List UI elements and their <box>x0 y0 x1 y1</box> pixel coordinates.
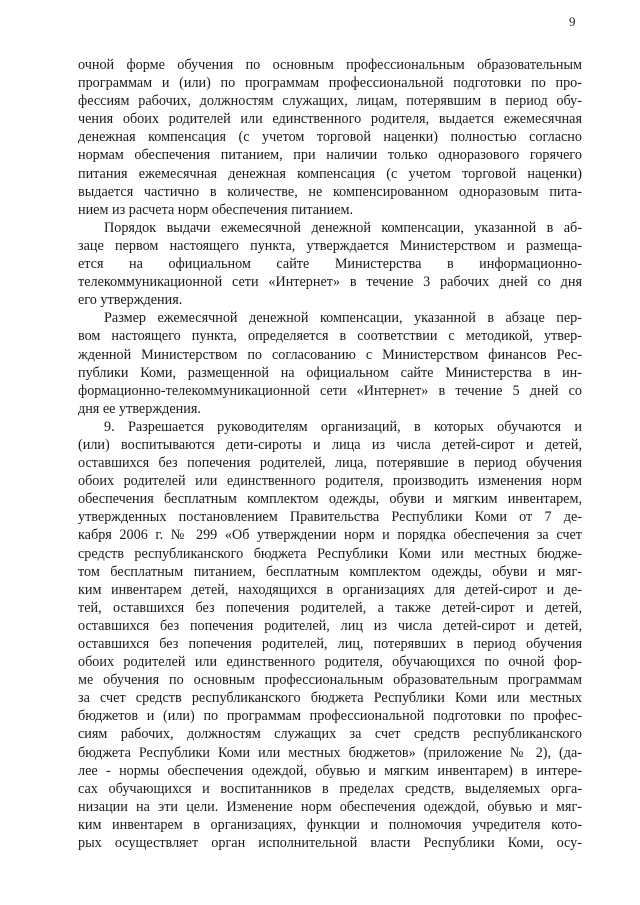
text-line: утвержденных постановлением Правительства Республики Коми от 7 де- <box>78 509 582 526</box>
text-line: ме обучения по основным профессиональным образовательным программам <box>78 672 582 689</box>
text-line: (или) воспитываются дети-сироты и лица из числа детей-сирот и детей, <box>78 436 582 453</box>
text-line: Размер ежемесячной денежной компенсации, указанной в абзаце пер- <box>104 310 582 327</box>
text-line: оставшихся без попечения родителей, лиц из числа детей-сирот и детей, <box>78 617 582 634</box>
paragraph <box>78 219 582 309</box>
text-line: лее - нормы обеспечения одеждой, обувью и мягким инвентарем) в интере- <box>78 762 582 779</box>
text-line: рых осуществляет орган исполнительной власти Республики Коми, осу- <box>78 835 582 852</box>
text-line: том бесплатным питанием, бесплатным комплектом одежды, обуви и мяг- <box>78 563 582 580</box>
text-line: ким инвентарем детей, находящихся в организациях для детей-сирот и де- <box>78 581 582 598</box>
text-line: кабря 2006 г. № 299 «Об утверждении норм и порядка обеспечения за счет <box>78 527 582 544</box>
text-line: тей, оставшихся без попечения родителей, а также детей-сирот и детей, <box>78 599 582 616</box>
text-line: ким инвентарем в организациях, функции и полномочия учредителя кото- <box>78 816 582 833</box>
text-line: формационно-телекоммуникационной сети «Интернет» в течение 5 дней со <box>78 382 582 399</box>
text-line: оставшихся без попечения родителей, лиц, потерявших в период обучения <box>78 636 582 652</box>
text-line: вом настоящего пункта, определяется в соответствии с методикой, утвер- <box>78 328 582 345</box>
text-line: чения обоих родителей или единственного родителя, выдается ежемесячная <box>78 111 582 128</box>
text-line: 9. Разрешается руководителям организаций, в которых обучаются и <box>104 418 582 435</box>
paragraph <box>78 418 582 852</box>
paragraph <box>78 56 582 219</box>
text-line: сах обучающихся и воспитанников в пределах средств, выделяемых орга- <box>78 780 582 797</box>
text-line: фессиям рабочих, должностям служащих, лицам, потерявшим в период обу- <box>78 93 582 110</box>
text-line: нормам обеспечения питанием, при наличии только одноразового горячего <box>78 147 582 164</box>
text-line: выдается частично в количестве, не компенсированном одноразовым пита- <box>78 183 582 200</box>
text-line: нием из расчета норм обеспечения питанием. <box>78 201 354 218</box>
text-line: его утверждения. <box>78 292 183 309</box>
text-line: бюджета Республики Коми или местных бюджетов» (приложение № 2), (да- <box>78 744 582 761</box>
text-line: бюджетов и (или) по программам профессиональной подготовки по профес- <box>78 708 582 725</box>
text-line: средств республиканского бюджета Республики Коми или местных бюдже- <box>78 545 582 562</box>
text-line: заце первом настоящего пункта, утверждается Министерством и размеща- <box>78 237 582 254</box>
text-line: обоих родителей или единственного родителя, обучающихся по очной фор- <box>78 654 582 671</box>
text-line: низации на эти цели. Изменение норм обеспечения одеждой, обувью и мяг- <box>78 798 582 815</box>
text-line: за счет средств республиканского бюджета Республики Коми или местных <box>78 690 582 707</box>
text-line: сиям рабочих, должностям служащих за счет средств республиканского <box>78 726 582 743</box>
text-line: обеспечения бесплатным комплектом одежды, обуви и мягким инвентарем, <box>78 491 582 508</box>
text-line: денежная компенсация (с учетом торговой наценки) полностью согласно <box>78 129 582 146</box>
text-line: обоих родителей или единственного родителя, производить изменения норм <box>78 473 582 490</box>
text-line: Порядок выдачи ежемесячной денежной компенсации, указанной в аб- <box>104 219 582 236</box>
page-number: 9 <box>569 14 576 29</box>
text-line: дня ее утверждения. <box>78 400 201 417</box>
document-body <box>78 56 582 852</box>
text-line: ется на официальном сайте Министерства в информационно- <box>78 256 582 273</box>
text-line: телекоммуникационной сети «Интернет» в течение 3 рабочих дней со дня <box>78 274 582 291</box>
text-line: публики Коми, размещенной на официальном сайте Министерства в ин- <box>78 364 582 381</box>
text-line: оставшихся без попечения родителей, лица, потерявшие в период обучения <box>78 455 582 472</box>
text-line: программам и (или) по программам профессиональной подготовки по про- <box>78 75 582 92</box>
text-line: очной форме обучения по основным профессиональным образовательным <box>78 57 582 73</box>
text-line: питания ежемесячная денежная компенсация (с учетом торговой наценки) <box>78 165 582 182</box>
text-line: жденной Министерством по согласованию с Министерством финансов Рес- <box>78 346 582 363</box>
paragraph <box>78 309 582 418</box>
